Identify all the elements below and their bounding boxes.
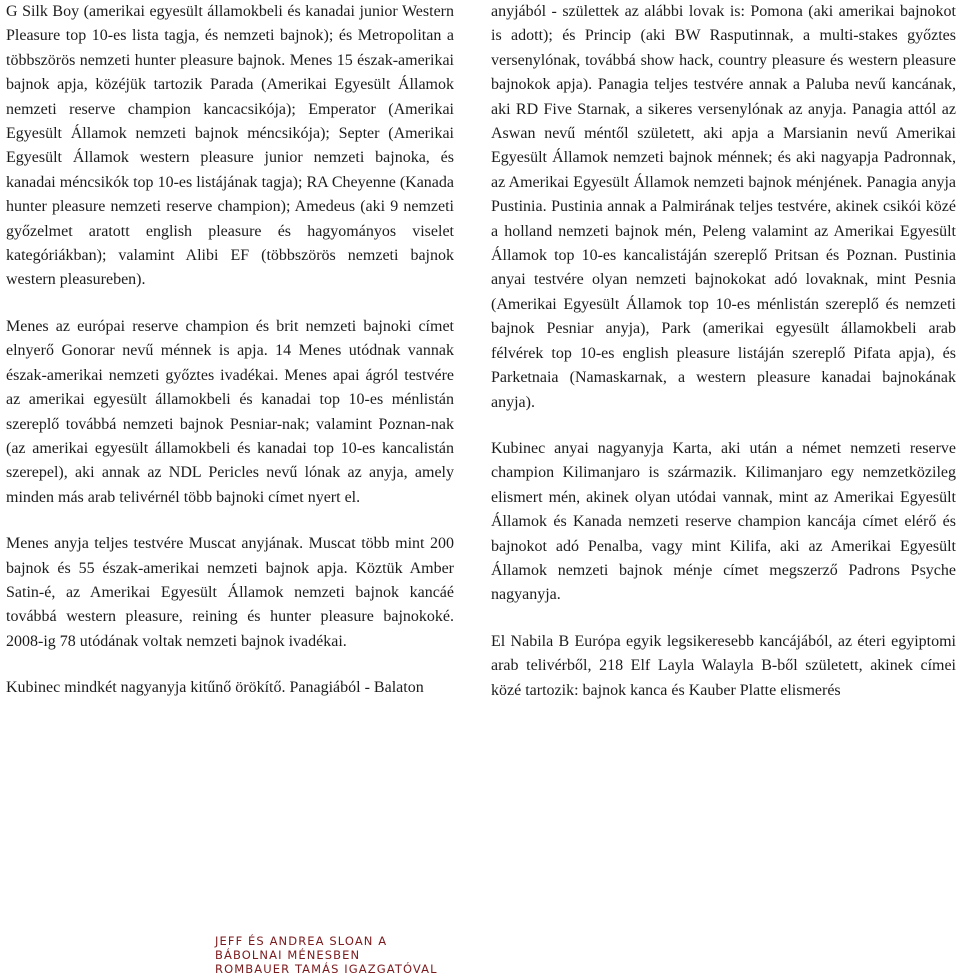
left-paragraph-1: G Silk Boy (amerikai egyesült államokbeli és kanadai junior Western Pleasure top 10-es lista tagja, és nemzeti bajnok); és Metropolitan a többszörös nemzeti hunter pleasure bajnok. Menes 15 észak-amerikai bajnok apja, közéjük tartozik Parada (Amerikai Egyesült Államok nemzeti reserve champion kancacsikója); Emperator (Amerikai Egyesült Államok nemzeti bajnok méncsikója); Septer (Amerikai Egyesült Államok western pleasure junior nemzeti bajnoka, és kanadai méncsikók top 10-es listájának tagja); RA Cheyenne (Kanada hunter pleasure nemzeti reserve champion); Amedeus (aki 9 nemzeti győzelmet aratott english pleasure és hagyományos viselet kategóriákban); valamint Alibi EF (többszörös nemzeti bajnok western pleasureben). <box>6 3 454 289</box>
right-paragraph-2: Kubinec anyai nagyanyja Karta, aki után a német nemzeti reserve champion Kilimanjaro is származik. Kilimanjaro egy nemzetközileg elismert mén, akinek olyan utódai vannak, mint az Amerikai Egyesült Államok és Kanada nemzeti reserve champion kancája címet elérő és bajnokot adó Penalba, vagy mint Kilifa, aki az Amerikai Egyesült Államok nemzeti bajnok ménje címet megszerző Padrons Psyche nagyanyja. <box>491 439 956 604</box>
caption-line-2: BÁBOLNAI MÉNESBEN <box>215 948 361 962</box>
left-paragraph-2: Menes az európai reserve champion és brit nemzeti bajnoki címet elnyerő Gonorar nevű ménnek is apja. 14 Menes utódnak vannak észak-amerikai nemzeti győztes ivadékai. Menes apai ágról testvére az amerikai egyesült államokbeli és kanadai top 10-es ménlistán szereplő továbbá nemzeti bajnok Pesniar-nak; valamint Poznan-nak (az amerikai egyesült államokbeli és kanadai top 10-es kancalistán szerepel), aki annak az NDL Pericles nevű lónak az anyja, amely minden más arab telivérnél több bajnoki címet nyert el. <box>6 317 454 506</box>
photo-caption <box>215 934 438 976</box>
right-paragraph-3: El Nabila B Európa egyik legsikeresebb kancájából, az éteri egyiptomi arab telivérből, 218 Elf Layla Walayla B-ből született, akinek címei közé tartozik: bajnok kanca és Kauber Platte elismerés <box>491 632 956 699</box>
left-paragraph-4: Kubinec mindkét nagyanyja kitűnő örökítő. Panagiából - Balaton <box>6 679 424 697</box>
left-column <box>6 0 454 701</box>
caption-line-3: ROMBAUER TAMÁS IGAZGATÓVAL <box>215 962 438 976</box>
right-column <box>491 0 956 703</box>
right-paragraph-1: anyjából - születtek az alábbi lovak is: Pomona (aki amerikai bajnokot is adott); és Princip (aki BW Rasputinnak, a multi-stakes győztes versenylónak, továbbá show hack, country pleasure és western pleasure bajnokok apja). Panagia teljes testvére annak a Paluba nevű kancának, aki RD Five Starnak, a sikeres versenylónak az anyja. Panagia attól az Aswan nevű méntől született, aki apja a Marsianin nevű Amerikai Egyesült Államok nemzeti bajnok ménnek; és aki nagyapja Padronnak, az Amerikai Egyesült Államok nemzeti bajnok ménjének. Panagia anyja Pustinia. Pustinia annak a Palmirának teljes testvére, akinek csikói közé a holland nemzeti bajnok mén, Peleng valamint az Amerikai Egyesült Államok top 10-es kancalistáján szereplő Pritsan és Poznan. Pustinia anyai testvére olyan nemzeti bajnokokat adó lovaknak, mint Pesnia (Amerikai Egyesült Államok top 10-es ménlistán szereplő és nemzeti bajnok Pesniar anyja), Park (amerikai egyesült államokbeli arab félvérek top 10-es english pleasure listáján szereplő Pifata apja), és Parketnaia (Namaskarnak, a western pleasure kanadai bajnokának anyja). <box>491 3 956 411</box>
left-paragraph-3: Menes anyja teljes testvére Muscat anyjának. Muscat több mint 200 bajnok és 55 észak-amerikai nemzeti bajnok apja. Köztük Amber Satin-é, az Amerikai Egyesült Államok nemzeti bajnok kancáé továbbá western pleasure, reining és hunter pleasure bajnokoké. 2008-ig 78 utódának voltak nemzeti bajnok ivadékai. <box>6 535 454 650</box>
caption-line-1: JEFF ÉS ANDREA SLOAN A <box>215 934 388 948</box>
